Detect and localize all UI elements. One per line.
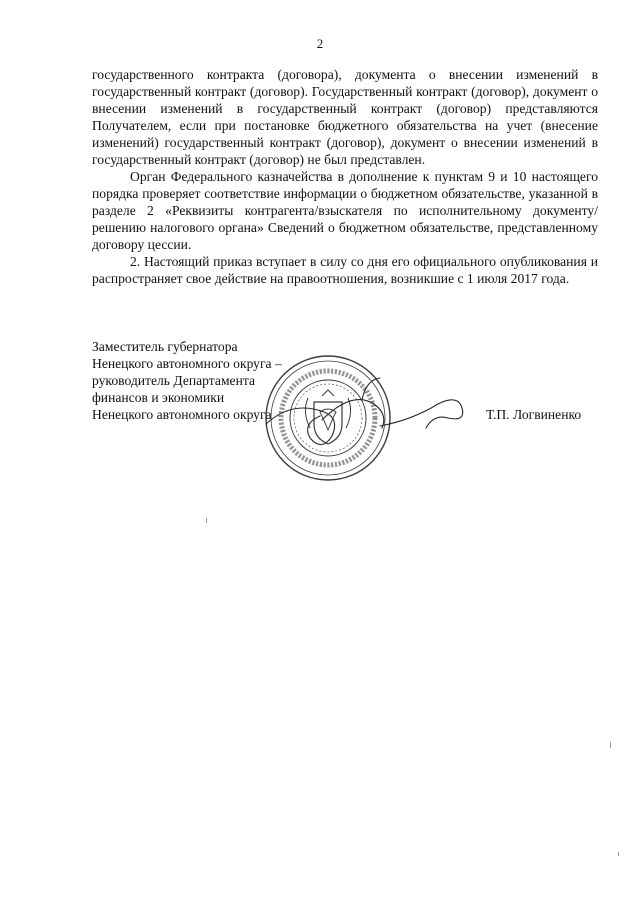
signatory-title-line: Ненецкого автономного округа bbox=[92, 407, 272, 422]
signatory-title-line: финансов и экономики bbox=[92, 390, 225, 405]
signatory-name: Т.П. Логвиненко bbox=[486, 407, 582, 422]
scan-speck bbox=[610, 742, 611, 748]
paragraph-continuation: государственного контракта (договора), документа о внесении изменений в государственный контракт (договор). Государственный контракт (договор), документ о внесении изменений в государственный контракт (договор) представляются Получателем, если при постановке бюджетного обязательства на учет (внесение изменений) государственный контракт (договор), документ о внесении изменений в государственный контракт (договор) не был представлен. bbox=[92, 67, 598, 167]
paragraph-treasury-check: Орган Федерального казначейства в дополнение к пунктам 9 и 10 настоящего порядка проверяет соответствие информации о бюджетном обязательстве, указанной в разделе 2 «Реквизиты контрагента/взыскателя по исполнительному документу/решению налогового органа» Сведений о бюджетном обязательстве, представленному договору цессии. bbox=[92, 169, 598, 252]
document-body bbox=[92, 66, 598, 287]
page-number: 2 bbox=[316, 36, 324, 51]
signatory-title-line: руководитель Департамента bbox=[92, 373, 255, 388]
handwritten-signature bbox=[262, 360, 482, 470]
scan-speck bbox=[206, 518, 207, 523]
signatory-title-line: Ненецкого автономного округа – bbox=[92, 356, 282, 371]
signatory-title-line: Заместитель губернатора bbox=[92, 339, 238, 354]
paragraph-effective-date: 2. Настоящий приказ вступает в силу со дня его официального опубликования и распространяет свое действие на правоотношения, возникшие с 1 июля 2017 года. bbox=[92, 254, 598, 286]
scan-speck bbox=[618, 852, 619, 856]
